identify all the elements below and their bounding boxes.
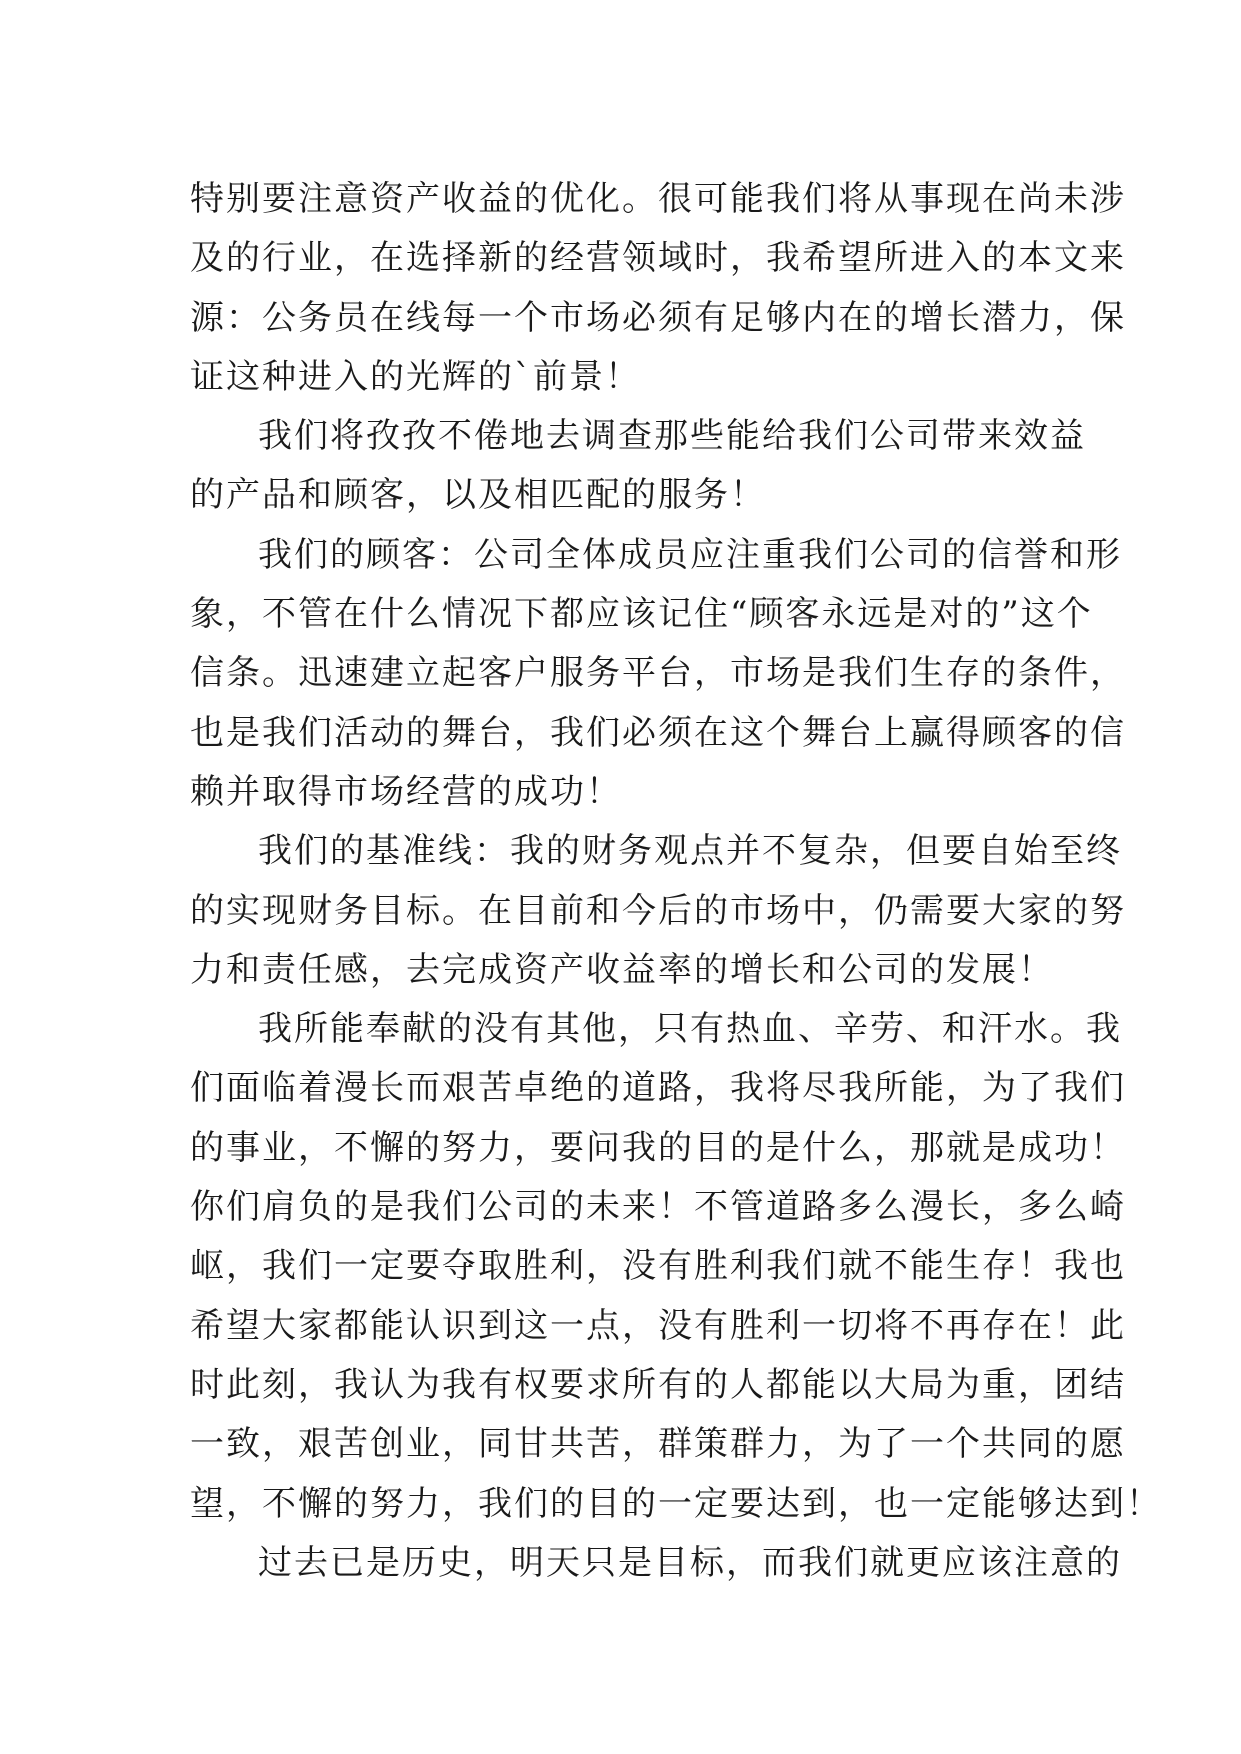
text-line: 们面临着漫长而艰苦卓绝的道路，我将尽我所能，为了我们	[190, 1068, 1126, 1109]
paragraph-first-line: 我们的顾客：公司全体成员应注重我们公司的信誉和形	[258, 534, 1122, 575]
text-line: 及的行业，在选择新的经营领域时，我希望所进入的本文来	[190, 238, 1126, 279]
text-line: 源：公务员在线每一个市场必须有足够内在的增长潜力，保	[190, 297, 1126, 338]
text-line: 希望大家都能认识到这一点，没有胜利一切将不再存在！此	[190, 1305, 1126, 1346]
body-text	[190, 170, 1162, 1593]
paragraph-first-line: 过去已是历史，明天只是目标，而我们就更应该注意的	[258, 1542, 1122, 1583]
text-line: 赖并取得市场经营的成功！	[190, 771, 622, 812]
text-line: 信条。迅速建立起客户服务平台，市场是我们生存的条件，	[190, 653, 1126, 694]
text-line: 证这种进入的光辉的`前景！	[190, 356, 641, 397]
paragraph-first-line: 我所能奉献的没有其他，只有热血、辛劳、和汗水。我	[258, 1009, 1122, 1050]
text-line: 力和责任感，去完成资产收益率的增长和公司的发展！	[190, 949, 1054, 990]
text-line: 你们肩负的是我们公司的未来！不管道路多么漫长，多么崎	[190, 1187, 1126, 1228]
paragraph-first-line: 我们将孜孜不倦地去调查那些能给我们公司带来效益	[258, 416, 1086, 457]
text-line: 象，不管在什么情况下都应该记住“顾客永远是对的”这个	[190, 594, 1093, 635]
text-line: 的事业，不懈的努力，要问我的目的是什么，那就是成功！	[190, 1127, 1126, 1168]
text-line: 望，不懈的努力，我们的目的一定要达到，也一定能够达到！	[190, 1483, 1162, 1524]
text-line: 的产品和顾客，以及相匹配的服务！	[190, 475, 766, 516]
text-line: 也是我们活动的舞台，我们必须在这个舞台上赢得顾客的信	[190, 712, 1126, 753]
text-line: 岖，我们一定要夺取胜利，没有胜利我们就不能生存！我也	[190, 1246, 1126, 1287]
text-line: 时此刻，我认为我有权要求所有的人都能以大局为重，团结	[190, 1364, 1126, 1405]
paragraph-first-line: 我们的基准线：我的财务观点并不复杂，但要自始至终	[258, 831, 1122, 872]
text-line: 特别要注意资产收益的优化。很可能我们将从事现在尚未涉	[190, 179, 1126, 219]
text-line: 的实现财务目标。在目前和今后的市场中，仍需要大家的努	[190, 890, 1126, 931]
text-line: 一致，艰苦创业，同甘共苦，群策群力，为了一个共同的愿	[190, 1424, 1126, 1465]
